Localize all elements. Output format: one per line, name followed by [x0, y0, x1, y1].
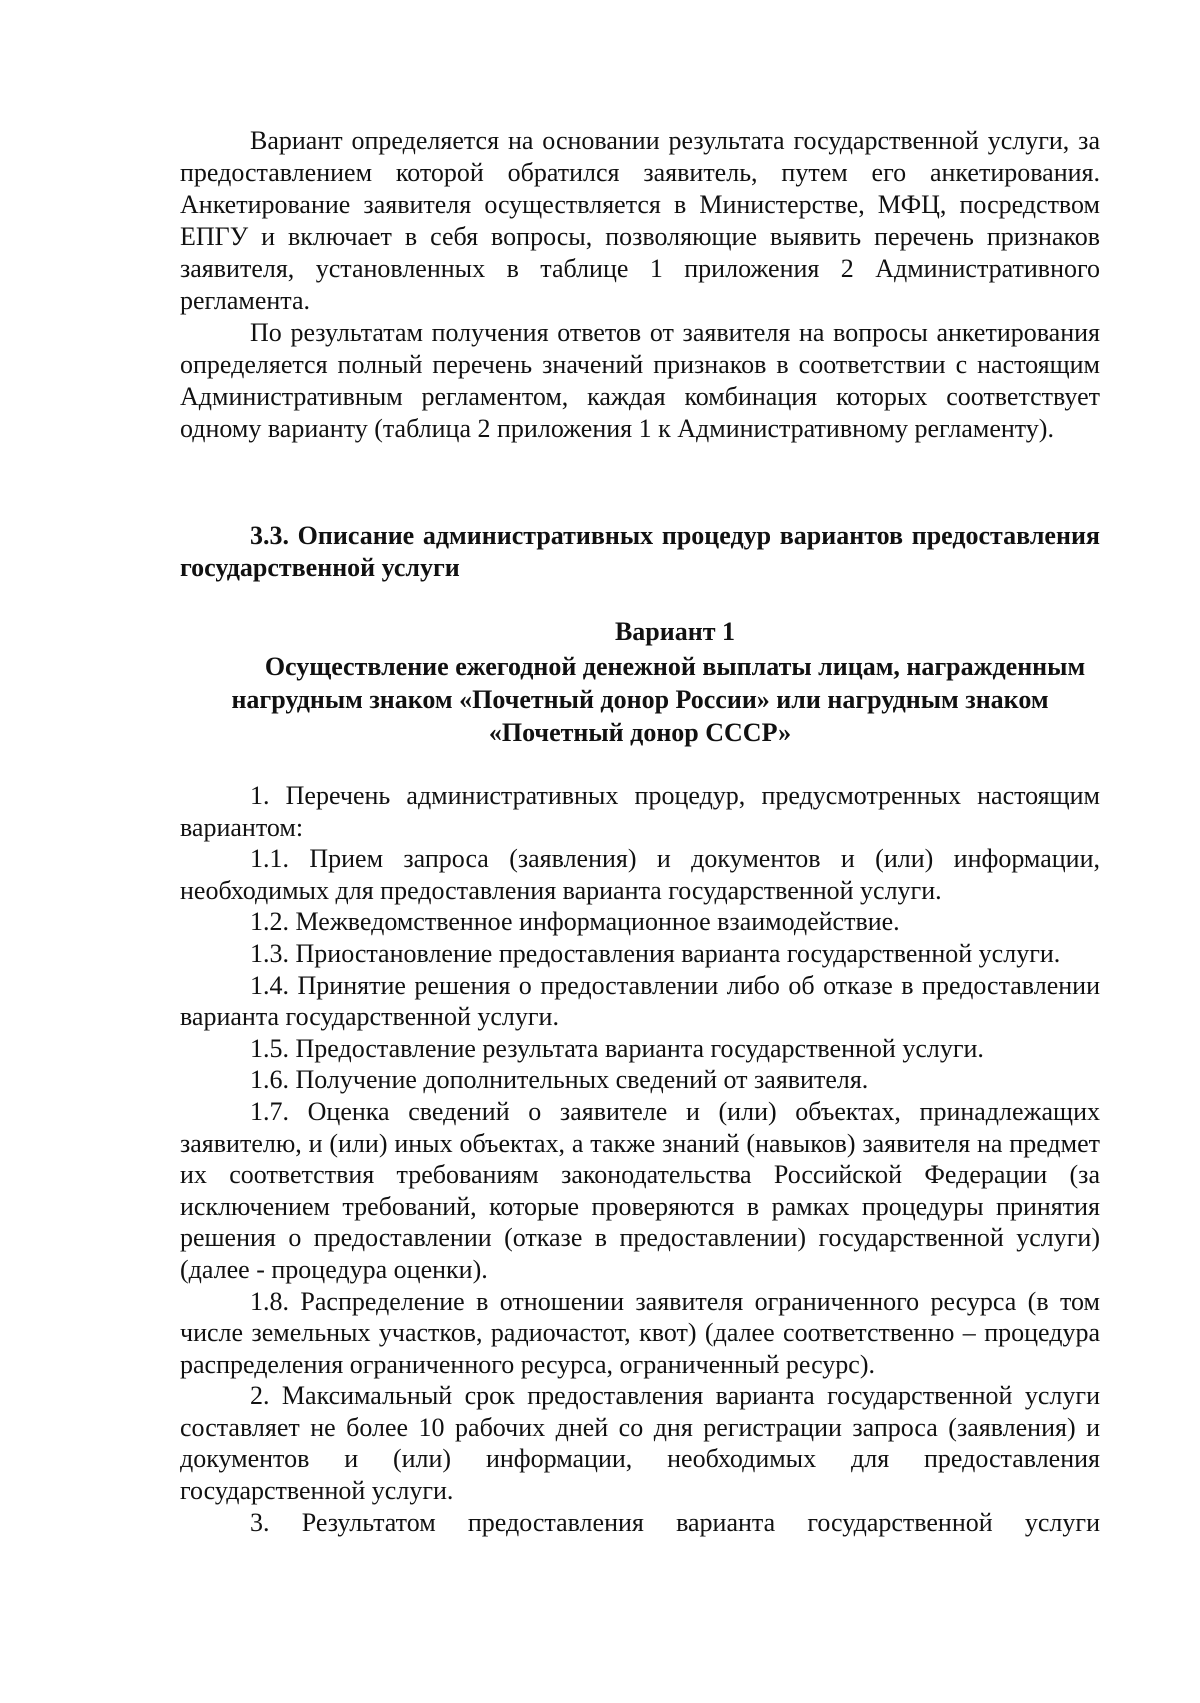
- variant-body: [180, 780, 1100, 1538]
- list-item: 1.4. Принятие решения о предоставлении либо об отказе в предоставлении варианта государственной услуги.: [180, 970, 1100, 1032]
- list-item: 1.1. Прием запроса (заявления) и документов и (или) информации, необходимых для предоставления варианта государственной услуги.: [180, 844, 1100, 905]
- list-item: 2. Максимальный срок предоставления варианта государственной услуги составляет не более 10 рабочих дней со дня регистрации запроса (заявления) и документов и (или) информации, необходимых для предоставления государственной услуги.: [180, 1381, 1100, 1506]
- list-item: 1.2. Межведомственное информационное взаимодействие.: [250, 907, 900, 937]
- list-item: 1.8. Распределение в отношении заявителя ограниченного ресурса (в том числе земельных участков, радиочастот, квот) (далее соответственно – процедура распределения ограниченного ресурса, ограниченный ресурс).: [180, 1286, 1100, 1379]
- list-item: 1.3. Приостановление предоставления варианта государственной услуги.: [250, 938, 1061, 968]
- list-item: 1.6. Получение дополнительных сведений от заявителя.: [250, 1065, 869, 1095]
- list-item: 3. Результатом предоставления варианта государственной услуги: [250, 1507, 1100, 1537]
- list-item: 1.7. Оценка сведений о заявителе и (или) объектах, принадлежащих заявителю, и (или) иных объектах, а также знаний (навыков) заявителя на предмет их соответствия требованиям законодательства Российской Федерации (за исключением требований, которые проверяются в рамках процедуры принятия решения о предоставлении (отказе в предоставлении) государственной услуги) (далее - процедура оценки).: [180, 1096, 1100, 1284]
- intro-paragraph-survey-results: По результатам получения ответов от заявителя на вопросы анкетирования определяется полный перечень значений признаков в соответствии с настоящим Административным регламентом, каждая комбинация которых соответствует одному варианту (таблица 2 приложения 1 к Административному регламенту).: [180, 318, 1100, 443]
- document-page: [180, 0, 1100, 1703]
- intro-paragraph-variant-determination: Вариант определяется на основании результата государственной услуги, за предоставлением которой обратился заявитель, путем его анкетирования. Анкетирование заявителя осуществляется в Министерстве, МФЦ, посредством ЕПГУ и включает в себя вопросы, позволяющие выявить перечень признаков заявителя, установленных в таблице 1 приложения 2 Административного регламента.: [180, 126, 1100, 315]
- section-heading: 3.3. Описание административных процедур вариантов предоставления государственной услуги: [180, 521, 1100, 582]
- list-item: 1. Перечень административных процедур, предусмотренных настоящим вариантом:: [180, 781, 1100, 842]
- intro-section: [180, 125, 1100, 445]
- variant-title: Осуществление ежегодной денежной выплаты лицам, награжденным нагрудным знаком «Почетный донор России» или нагрудным знаком «Почетный донор СССР»: [231, 652, 1086, 747]
- list-item: 1.5. Предоставление результата варианта государственной услуги.: [250, 1033, 984, 1063]
- variant-heading: Вариант 1: [614, 617, 736, 646]
